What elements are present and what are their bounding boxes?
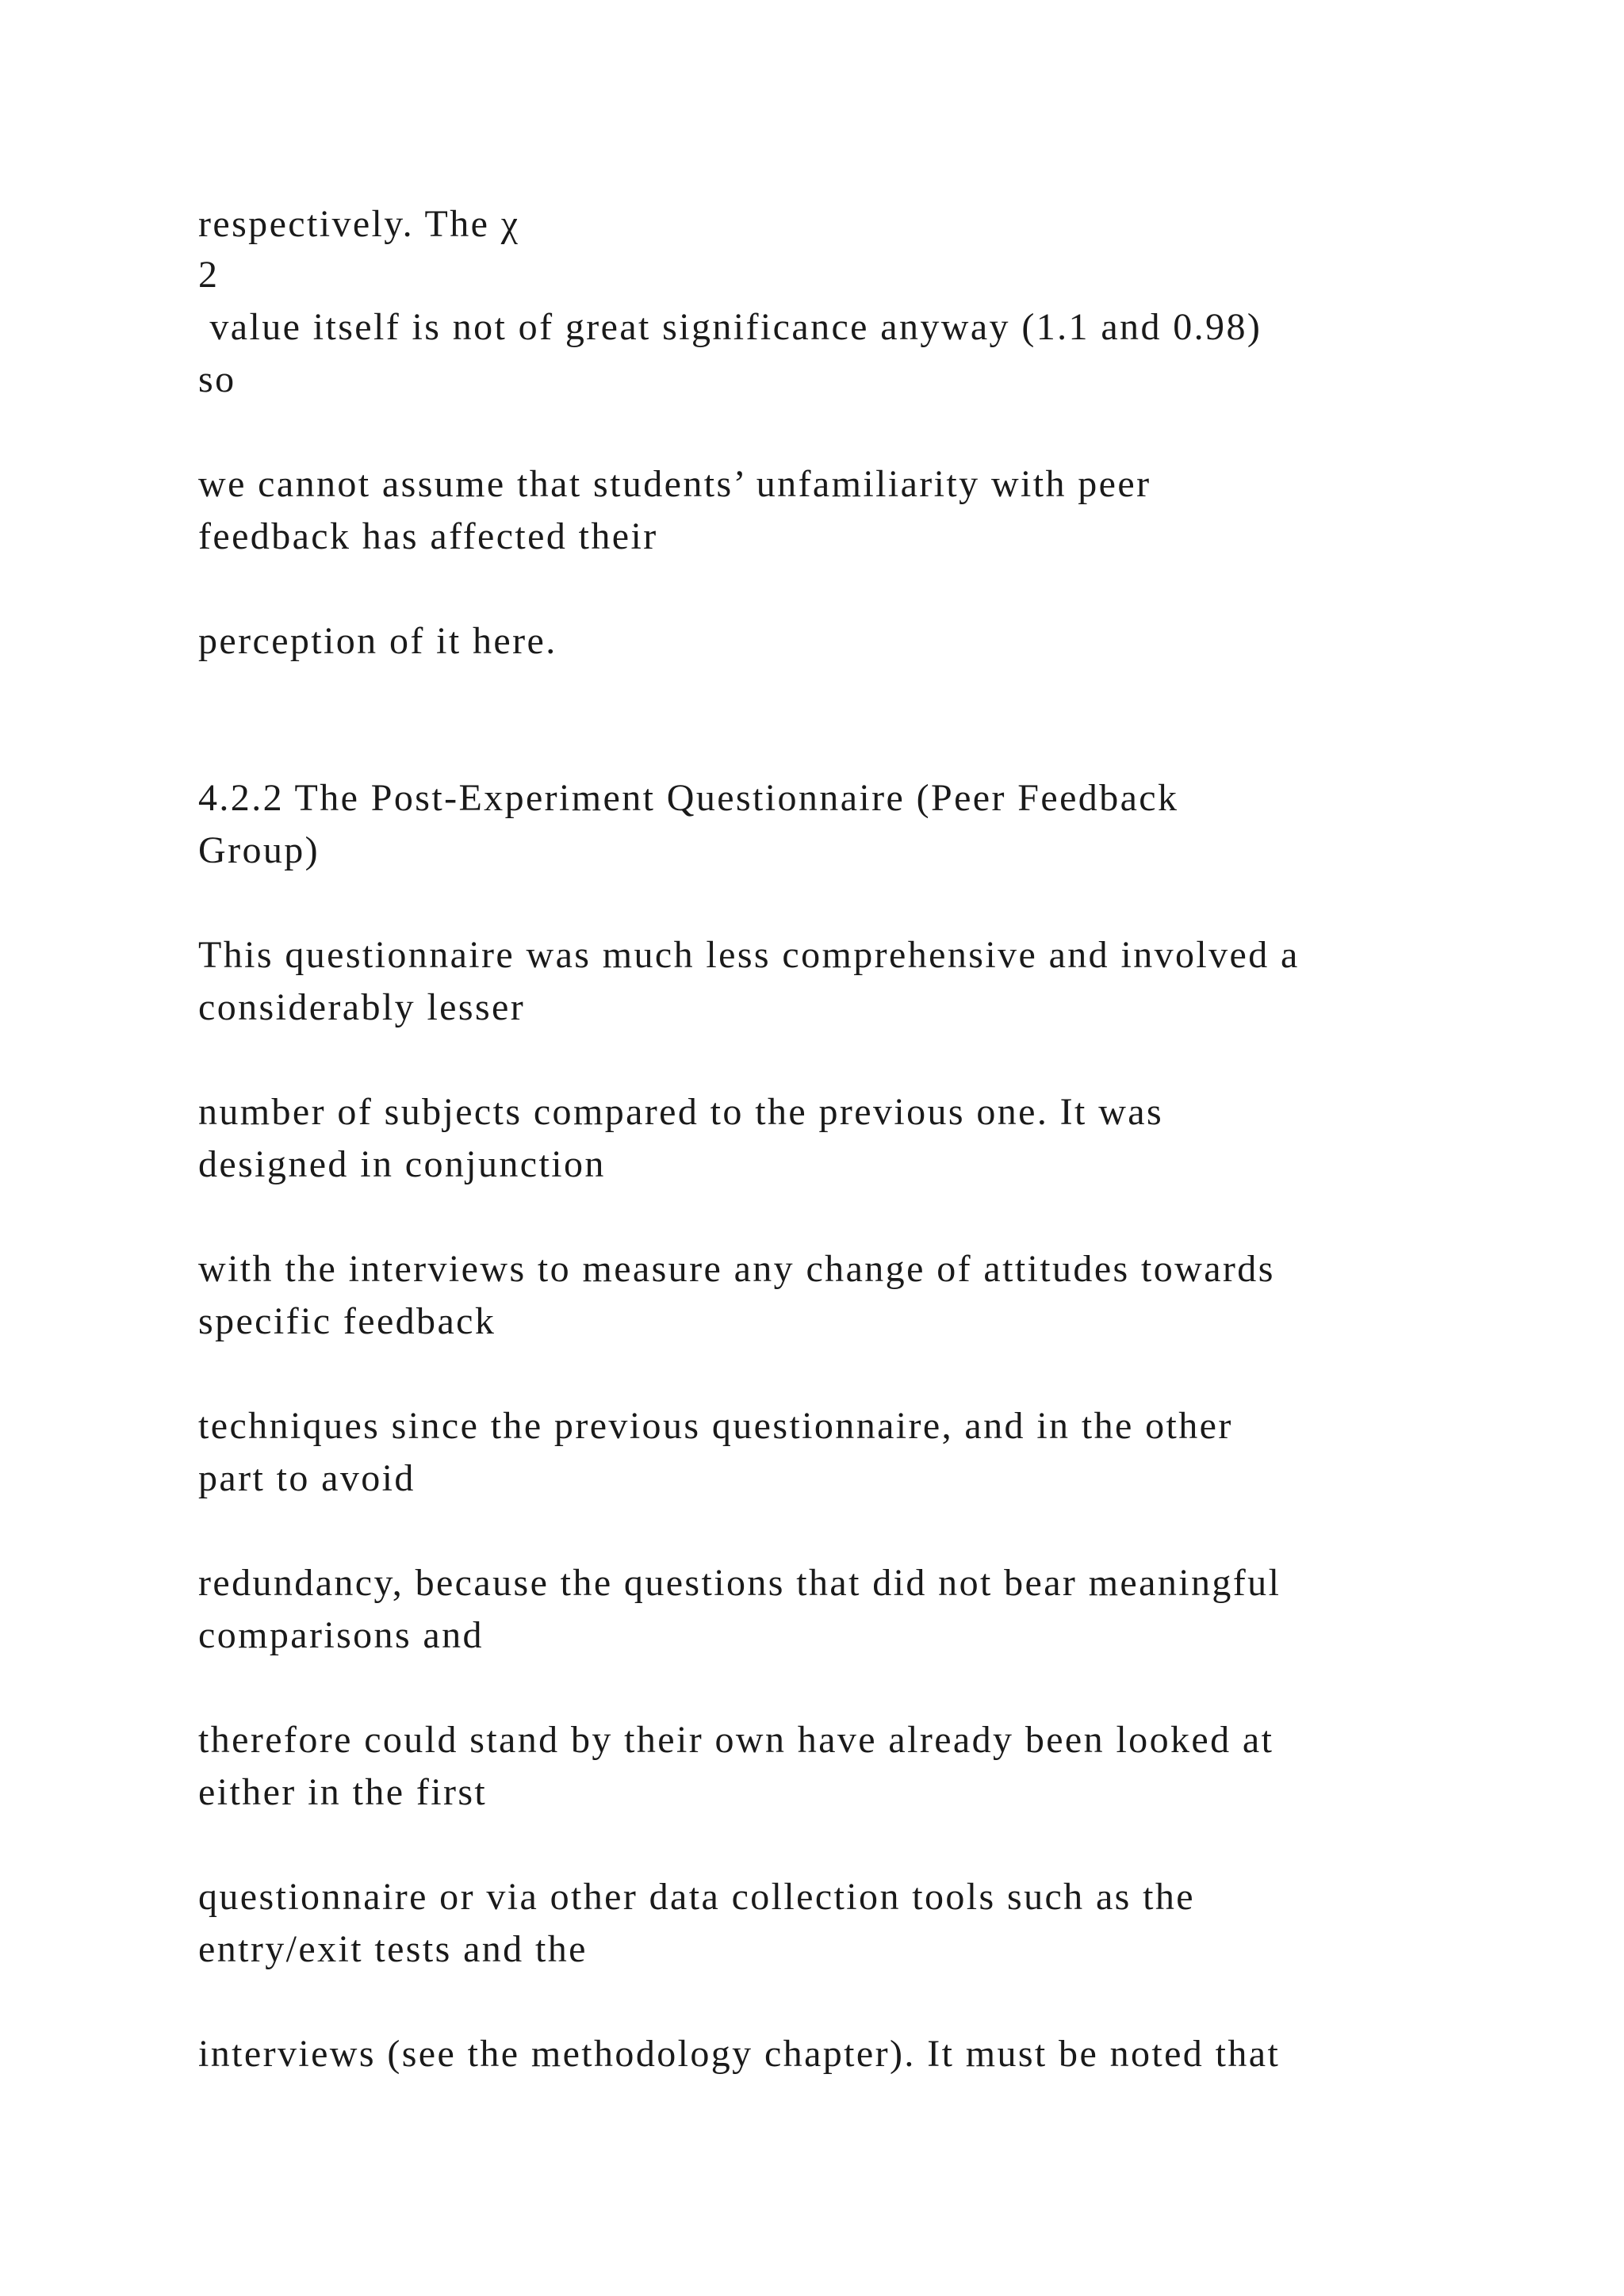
text-line: comparisons and (198, 1614, 484, 1656)
text-line: This questionnaire was much less comprehensive and involved a (198, 934, 1300, 976)
section-heading: 4.2.2 The Post-Experiment Questionnaire (Peer Feedback (198, 777, 1179, 819)
text-line: perception of it here. (198, 620, 557, 662)
text-line: so (198, 358, 236, 400)
text-line: considerably lesser (198, 986, 526, 1028)
text-line: questionnaire or via other data collection tools such as the (198, 1876, 1195, 1918)
text-line: part to avoid (198, 1457, 416, 1499)
text-line: designed in conjunction (198, 1143, 606, 1185)
text-line: entry/exit tests and the (198, 1928, 588, 1970)
text-line: interviews (see the methodology chapter). It must be noted that (198, 2033, 1281, 2075)
text-line: either in the first (198, 1771, 488, 1813)
text-line: redundancy, because the questions that did not bear meaningful (198, 1562, 1281, 1604)
text-line: value itself is not of great significance anyway (1.1 and 0.98) (198, 306, 1262, 348)
text-line: we cannot assume that students’ unfamiliarity with peer (198, 463, 1151, 505)
text-line: 2 (198, 254, 220, 296)
text-line: feedback has affected their (198, 515, 658, 557)
text-line: specific feedback (198, 1300, 496, 1342)
text-line: with the interviews to measure any change of attitudes towards (198, 1248, 1275, 1290)
text-line: number of subjects compared to the previous one. It was (198, 1091, 1164, 1133)
text-line: therefore could stand by their own have already been looked at (198, 1719, 1274, 1761)
section-heading: Group) (198, 829, 320, 871)
text-line: respectively. The χ (198, 203, 520, 245)
text-line: techniques since the previous questionnaire, and in the other (198, 1405, 1233, 1447)
